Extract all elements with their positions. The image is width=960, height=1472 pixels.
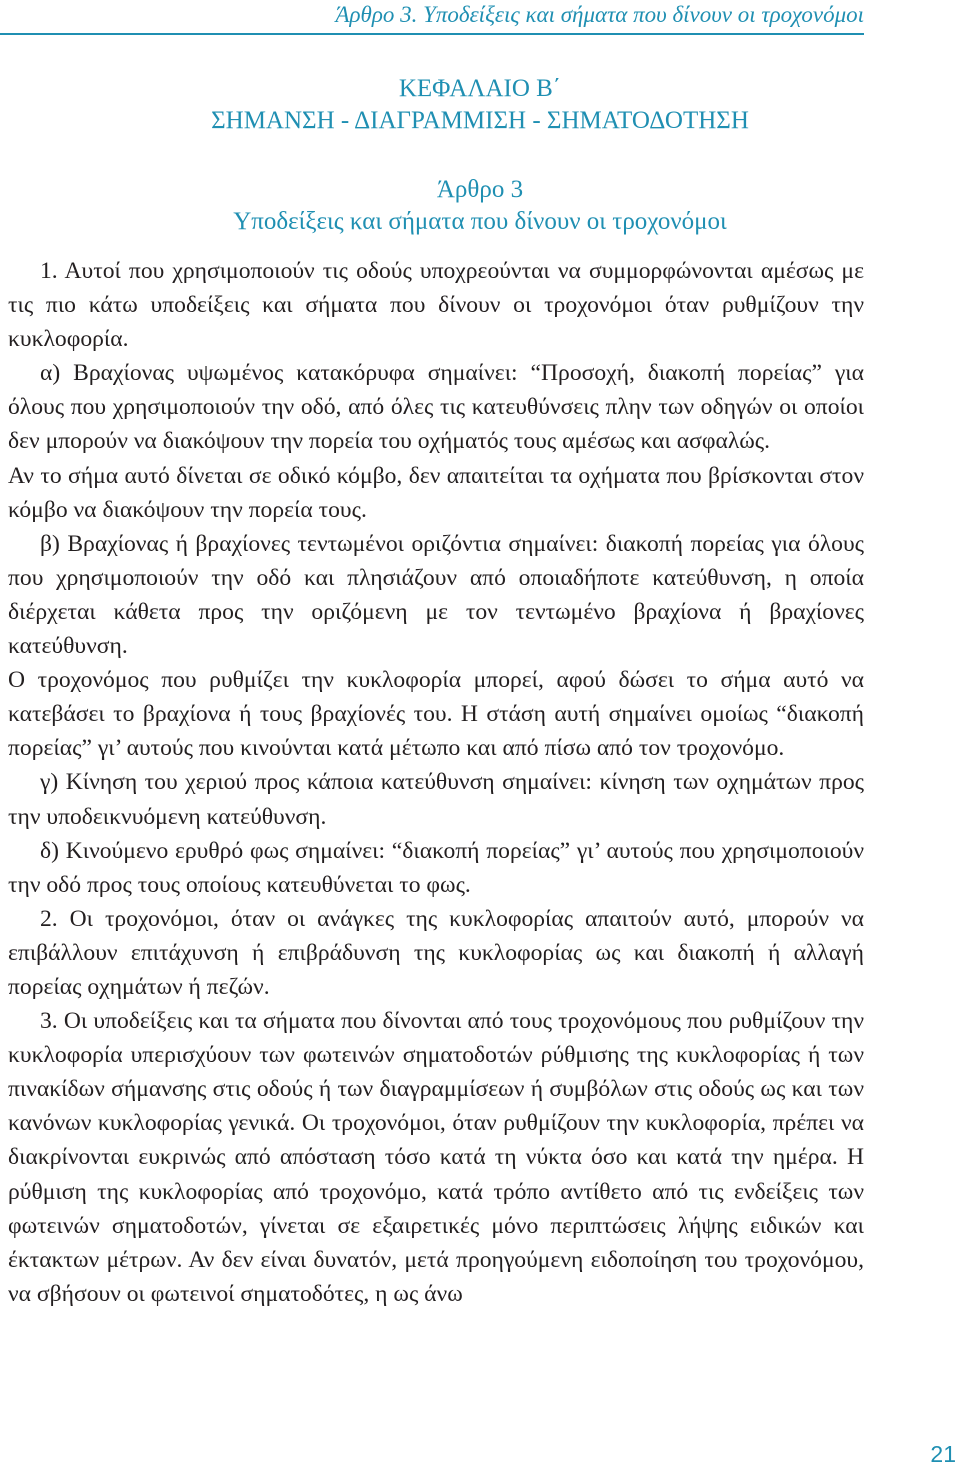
article-heading [0,174,960,238]
paragraph-beta-note: Ο τροχονόμος που ρυθμίζει την κυκλοφορία μπορεί, αφού δώσει το σήμα αυτό να κατεβάσει το βραχίονα ή τους βραχίονές του. Η στάση αυτή σημαίνει ομοίως “διακοπή πορείας” γι’ αυτούς που κινούνται κατά μέτωπο και από πίσω από τον τροχονόμο. [8,667,864,762]
paragraph-gamma: γ) Κίνηση του χεριού προς κάποια κατεύθυνση σημαίνει: κίνηση των οχημάτων προς την υποδεικνυόμενη κατεύθυνση. [8,769,864,830]
header-rule [0,33,864,35]
article-number: Άρθρο 3 [436,176,524,203]
paragraph-1: 1. Αυτοί που χρησιμοποιούν τις οδούς υποχρεούνται να συμμορφώνονται αμέσως με τις πιο κάτω υποδείξεις και σήματα που δίνουν οι τροχονόμοι όταν ρυθμίζουν την κυκλοφορία. [8,258,864,353]
running-header: Άρθρο 3. Υποδείξεις και σήματα που δίνουν οι τροχονόμοι [335,2,864,27]
chapter-title: ΣΗΜΑΝΣΗ - ΔΙΑΓΡΑΜΜΙΣΗ - ΣΗΜΑΤΟΔΟΤΗΣΗ [211,107,749,134]
article-title: Υποδείξεις και σήματα που δίνουν οι τροχονόμοι [233,208,727,235]
paragraph-2: 2. Οι τροχονόμοι, όταν οι ανάγκες της κυκλοφορίας απαιτούν αυτό, μπορούν να επιβάλλουν επιτάχυνση ή επιβράδυνση της κυκλοφορίας ως και διακοπή ή αλλαγή πορείας οχημάτων ή πεζών. [8,905,864,1000]
paragraph-beta: β) Βραχίονας ή βραχίονες τεντωμένοι οριζόντια σημαίνει: διακοπή πορείας για όλους που χρησιμοποιούν την οδό και πλησιάζουν από οποιαδήποτε κατεύθυνση, η οποία διέρχεται κάθετα προς την οριζόμενη με τον τεντωμένο βραχίονα ή βραχίονες κατεύθυνση. [8,530,864,660]
paragraph-alpha-note: Αν το σήμα αυτό δίνεται σε οδικό κόμβο, δεν απαιτείται τα οχήματα που βρίσκονται στον κόμβο να διακόψουν την πορεία τους. [8,462,864,523]
chapter-number: ΚΕΦΑΛΑΙΟ Β΄ [398,75,562,102]
paragraph-alpha: α) Βραχίονας υψωμένος κατακόρυφα σημαίνει: “Προσοχή, διακοπή πορείας” για όλους που χρησιμοποιούν την οδό, από όλες τις κατευθύνσεις πλην των οδηγών οι οποίοι δεν μπορούν να διακόψουν την πορεία του οχήματός τους αμέσως και ασφαλώς. [8,360,864,455]
chapter-heading [0,73,960,137]
paragraph-3: 3. Οι υποδείξεις και τα σήματα που δίνονται από τους τροχονόμους που ρυθμίζουν την κυκλοφορία υπερισχύουν των φωτεινών σηματοδοτών ρύθμισης της κυκλοφορίας ή των πινακίδων σήμανσης στις οδούς ή των διαγραμμίσεων ή συμβόλων στις οδούς ως και των κανόνων κυκλοφορίας γενικά. Οι τροχονόμοι, όταν ρυθμίζουν την κυκλοφορία, πρέπει να διακρίνονται ευκρινώς από απόσταση τόσο κατά τη νύκτα όσο και κατά την ημέρα. Η ρύθμιση της κυκλοφορίας από τροχονόμο, κατά τρόπο αντίθετο από τις ενδείξεις των φωτεινών σηματοδοτών, γίνεται σε εξαιρετικές μόνο περιπτώσεις λήψης ειδικών και έκτακτων μέτρων. Αν δεν είναι δυνατόν, μετά προηγούμενη ειδοποίηση του τροχονόμου, να σβήσουν οι φωτεινοί σηματοδότες, η ως άνω [8,1008,864,1307]
page-number: 21 [930,1441,956,1467]
article-body [8,254,864,1311]
paragraph-delta: δ) Κινούμενο ερυθρό φως σημαίνει: “διακοπή πορείας” γι’ αυτούς που χρησιμοποιούν την οδό προς τους οποίους κατευθύνεται το φως. [8,837,864,898]
